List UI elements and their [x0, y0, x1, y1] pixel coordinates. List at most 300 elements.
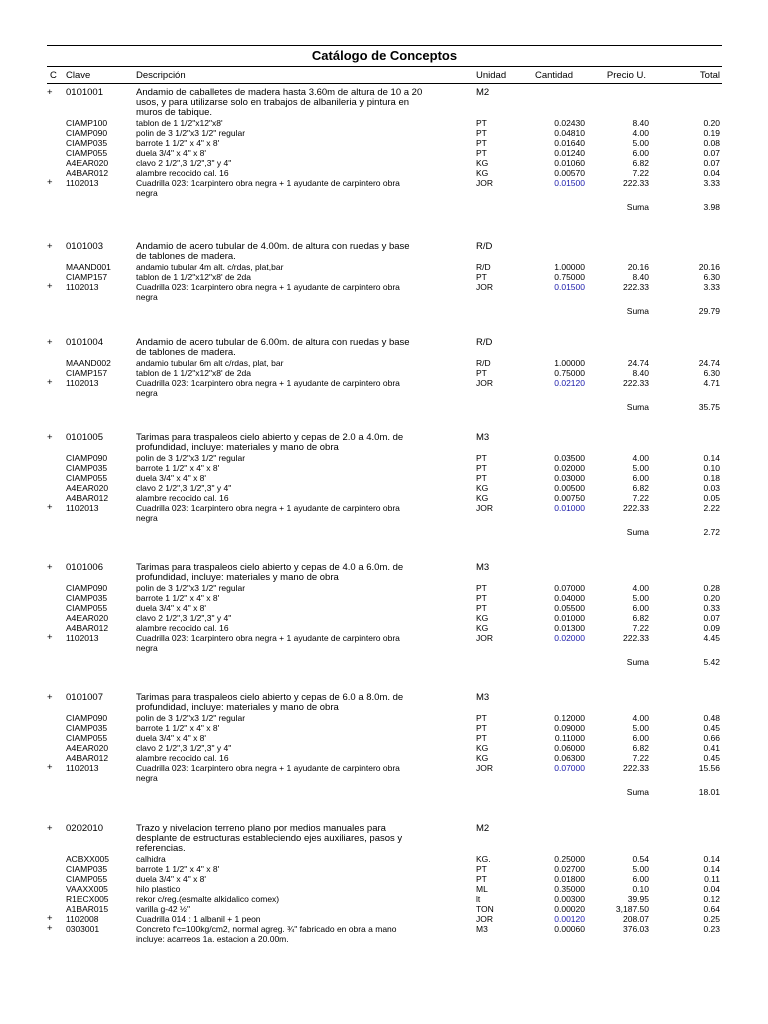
concept-description: de tablones de madera.	[136, 347, 236, 358]
component-row	[0, 874, 768, 884]
component-quantity: 0.11000	[554, 733, 585, 743]
component-quantity: 0.00060	[554, 924, 585, 934]
concept-unit: M3	[476, 692, 490, 703]
component-quantity: 0.04810	[554, 128, 585, 138]
component-total: 0.04	[703, 884, 720, 894]
component-row	[0, 633, 768, 643]
component-description: tablon de 1 1/2"x12"x8' de 2da	[136, 368, 251, 378]
component-price: 222.33	[623, 378, 649, 388]
component-price: 5.00	[632, 138, 649, 148]
component-code: 1102013	[66, 503, 99, 513]
component-quantity: 0.01640	[554, 138, 585, 148]
suma-label: Suma	[626, 402, 649, 412]
component-code: CIAMP035	[66, 463, 108, 473]
concept-unit: R/D	[476, 337, 493, 348]
component-price: 7.22	[632, 493, 649, 503]
concept-header-line	[0, 563, 768, 573]
component-row	[0, 763, 768, 773]
component-total: 0.12	[703, 894, 720, 904]
component-code: CIAMP035	[66, 138, 108, 148]
component-total: 0.33	[703, 603, 720, 613]
component-row	[0, 623, 768, 633]
component-price: 0.54	[632, 854, 649, 864]
concept-header-line	[0, 844, 768, 854]
component-code: CIAMP055	[66, 473, 108, 483]
component-price: 4.00	[632, 128, 649, 138]
component-quantity: 0.00300	[554, 894, 585, 904]
component-prefix: +	[47, 762, 53, 773]
component-row	[0, 904, 768, 914]
component-unit: PT	[476, 128, 487, 138]
component-quantity: 0.01800	[554, 874, 585, 884]
component-quantity: 0.01060	[554, 158, 585, 168]
component-total: 3.33	[703, 282, 720, 292]
concept-prefix: +	[47, 241, 53, 252]
component-unit: JOR	[476, 763, 493, 773]
component-quantity: 0.01300	[554, 623, 585, 633]
component-price: 6.00	[632, 603, 649, 613]
concept-prefix: +	[47, 87, 53, 98]
col-header-total: Total	[699, 70, 720, 81]
component-row	[0, 713, 768, 723]
component-description: barrote 1 1/2" x 4" x 8'	[136, 138, 220, 148]
component-unit: PT	[476, 583, 487, 593]
concept-header-line	[0, 252, 768, 262]
component-price: 4.00	[632, 453, 649, 463]
component-total: 0.14	[703, 864, 720, 874]
component-code: CIAMP035	[66, 864, 108, 874]
component-unit: KG	[476, 168, 489, 178]
component-quantity: 0.03000	[554, 473, 585, 483]
concept-description: Andamio de acero tubular de 6.00m. de altura con ruedas y base	[136, 337, 410, 348]
component-code: CIAMP090	[66, 128, 108, 138]
component-description: negra	[136, 292, 158, 302]
component-price: 7.22	[632, 168, 649, 178]
concept-code: 0101004	[66, 337, 103, 348]
component-unit: JOR	[476, 503, 493, 513]
component-total: 4.45	[703, 633, 720, 643]
component-price: 222.33	[623, 503, 649, 513]
concept-prefix: +	[47, 562, 53, 573]
component-total: 0.20	[703, 118, 720, 128]
suma-label: Suma	[626, 787, 649, 797]
component-description: alambre recocido cal. 16	[136, 753, 229, 763]
component-quantity: 0.00750	[554, 493, 585, 503]
component-code: CIAMP090	[66, 713, 108, 723]
component-total: 0.23	[703, 924, 720, 934]
component-price: 7.22	[632, 753, 649, 763]
component-description: barrote 1 1/2" x 4" x 8'	[136, 463, 220, 473]
component-total: 0.45	[703, 753, 720, 763]
component-row	[0, 583, 768, 593]
component-quantity: 1.00000	[554, 262, 585, 272]
concept-header-line	[0, 108, 768, 118]
component-prefix: +	[47, 177, 53, 188]
concept-header-line	[0, 573, 768, 583]
component-unit: PT	[476, 368, 487, 378]
component-prefix: +	[47, 923, 53, 934]
component-description: negra	[136, 388, 158, 398]
component-total: 0.14	[703, 854, 720, 864]
component-total: 0.20	[703, 593, 720, 603]
component-quantity: 0.00570	[554, 168, 585, 178]
component-code: A4BAR012	[66, 493, 109, 503]
concept-code: 0202010	[66, 823, 103, 834]
concept-unit: R/D	[476, 241, 493, 252]
component-total: 0.07	[703, 158, 720, 168]
component-row	[0, 733, 768, 743]
component-description: Cuadrilla 023: 1carpintero obra negra + 1 ayudante de carpintero obra	[136, 378, 400, 388]
component-row	[0, 483, 768, 493]
component-code: 1102008	[66, 914, 99, 924]
component-row	[0, 178, 768, 188]
concept-header-line	[0, 348, 768, 358]
concept-block-0101001	[0, 88, 768, 212]
concept-unit: M2	[476, 823, 490, 834]
component-unit: KG	[476, 493, 489, 503]
component-quantity: 0.06300	[554, 753, 585, 763]
component-prefix: +	[47, 632, 53, 643]
concept-unit: M3	[476, 562, 490, 573]
concept-prefix: +	[47, 823, 53, 834]
component-quantity: 0.12000	[554, 713, 585, 723]
component-unit: PT	[476, 723, 487, 733]
component-total: 3.33	[703, 178, 720, 188]
component-row	[0, 894, 768, 904]
component-row	[0, 884, 768, 894]
component-price: 8.40	[632, 272, 649, 282]
component-unit: R/D	[476, 358, 491, 368]
component-code: CIAMP090	[66, 583, 108, 593]
component-price: 4.00	[632, 583, 649, 593]
component-code: A4BAR012	[66, 168, 109, 178]
component-code: 1102013	[66, 378, 99, 388]
suma-label: Suma	[626, 306, 649, 316]
component-description: Concreto f'c=100kg/cm2, normal agreg. ¾" fabricado en obra a mano	[136, 924, 397, 934]
component-price: 6.00	[632, 473, 649, 483]
component-prefix: +	[47, 913, 53, 924]
component-unit: PT	[476, 473, 487, 483]
component-row	[0, 493, 768, 503]
component-total: 2.22	[703, 503, 720, 513]
suma-row	[0, 657, 768, 667]
component-unit: PT	[476, 713, 487, 723]
component-price: 6.82	[632, 613, 649, 623]
concept-unit: M2	[476, 87, 490, 98]
concept-description: Tarimas para traspaleos cielo abierto y cepas de 4.0 a 6.0m. de	[136, 562, 404, 573]
component-description: Cuadrilla 014 : 1 albanil + 1 peon	[136, 914, 261, 924]
component-unit: PT	[476, 463, 487, 473]
concept-description: Andamio de acero tubular de 4.00m. de altura con ruedas y base	[136, 241, 410, 252]
component-row	[0, 378, 768, 388]
component-description: tablon de 1 1/2"x12"x8' de 2da	[136, 272, 251, 282]
component-row	[0, 453, 768, 463]
component-code: 1102013	[66, 763, 99, 773]
component-row	[0, 138, 768, 148]
component-description: clavo 2 1/2",3 1/2",3" y 4"	[136, 613, 232, 623]
component-price: 7.22	[632, 623, 649, 633]
component-price: 5.00	[632, 723, 649, 733]
component-description: Cuadrilla 023: 1carpintero obra negra + 1 ayudante de carpintero obra	[136, 503, 400, 513]
concept-prefix: +	[47, 337, 53, 348]
component-price: 39.95	[627, 894, 649, 904]
component-quantity: 0.00120	[554, 914, 585, 924]
component-quantity: 0.25000	[554, 854, 585, 864]
concept-description: Trazo y nivelacion terreno plano por medios manuales para	[136, 823, 386, 834]
component-description: Cuadrilla 023: 1carpintero obra negra + 1 ayudante de carpintero obra	[136, 282, 400, 292]
component-code: 0303001	[66, 924, 100, 934]
suma-value: 35.75	[698, 402, 720, 412]
component-total: 0.03	[703, 483, 720, 493]
component-description: barrote 1 1/2" x 4" x 8'	[136, 723, 220, 733]
component-unit: JOR	[476, 633, 493, 643]
component-code: A4EAR020	[66, 743, 109, 753]
component-total: 0.11	[704, 874, 720, 884]
component-unit: KG	[476, 483, 489, 493]
component-total: 0.64	[703, 904, 720, 914]
component-description: alambre recocido cal. 16	[136, 168, 229, 178]
component-price: 222.33	[623, 282, 649, 292]
concept-header-line	[0, 834, 768, 844]
component-row	[0, 168, 768, 178]
concept-description: referencias.	[136, 843, 186, 854]
component-price: 222.33	[623, 178, 649, 188]
concept-header-line	[0, 433, 768, 443]
suma-value: 5.42	[703, 657, 720, 667]
concept-header-line	[0, 693, 768, 703]
component-description: negra	[136, 513, 158, 523]
suma-value: 3.98	[703, 202, 720, 212]
suma-label: Suma	[626, 202, 649, 212]
component-code: MAAND002	[66, 358, 111, 368]
component-unit: PT	[476, 603, 487, 613]
concept-description: de tablones de madera.	[136, 251, 236, 262]
component-row	[0, 643, 768, 653]
component-row	[0, 148, 768, 158]
component-price: 222.33	[623, 633, 649, 643]
component-unit: PT	[476, 593, 487, 603]
component-price: 20.16	[627, 262, 649, 272]
component-quantity: 0.75000	[554, 272, 585, 282]
component-row	[0, 593, 768, 603]
component-quantity: 0.00020	[554, 904, 585, 914]
component-description: calhidra	[136, 854, 166, 864]
component-description: Cuadrilla 023: 1carpintero obra negra + 1 ayudante de carpintero obra	[136, 633, 400, 643]
component-unit: KG	[476, 743, 489, 753]
component-total: 0.45	[703, 723, 720, 733]
component-quantity: 0.75000	[554, 368, 585, 378]
component-description: barrote 1 1/2" x 4" x 8'	[136, 593, 220, 603]
suma-row	[0, 306, 768, 316]
component-code: ACBXX005	[66, 854, 109, 864]
component-description: andamio tubular 6m alt c/rdas, plat, bar	[136, 358, 284, 368]
component-unit: PT	[476, 118, 487, 128]
component-unit: TON	[476, 904, 494, 914]
component-total: 0.04	[703, 168, 720, 178]
component-row	[0, 513, 768, 523]
component-price: 8.40	[632, 118, 649, 128]
component-row	[0, 723, 768, 733]
component-code: CIAMP090	[66, 453, 108, 463]
component-total: 24.74	[698, 358, 720, 368]
component-description: polin de 3 1/2"x3 1/2" regular	[136, 128, 246, 138]
component-description: Cuadrilla 023: 1carpintero obra negra + 1 ayudante de carpintero obra	[136, 763, 400, 773]
concept-code: 0101005	[66, 432, 103, 443]
concept-description: Tarimas para traspaleos cielo abierto y cepas de 6.0 a 8.0m. de	[136, 692, 404, 703]
component-code: CIAMP157	[66, 272, 108, 282]
component-quantity: 0.04000	[554, 593, 585, 603]
component-total: 0.48	[703, 713, 720, 723]
component-unit: KG	[476, 623, 489, 633]
concept-header-line	[0, 242, 768, 252]
component-total: 0.28	[703, 583, 720, 593]
component-description: barrote 1 1/2" x 4" x 8'	[136, 864, 220, 874]
component-quantity: 0.01000	[554, 613, 585, 623]
component-code: CIAMP055	[66, 874, 108, 884]
component-description: incluye: acarreos 1a. estacion a 20.00m.	[136, 934, 289, 944]
component-price: 24.74	[627, 358, 649, 368]
component-unit: M3	[476, 924, 488, 934]
component-quantity: 0.07000	[554, 583, 585, 593]
top-rule	[47, 45, 722, 46]
component-price: 0.10	[632, 884, 649, 894]
component-unit: KG.	[476, 854, 491, 864]
component-unit: PT	[476, 148, 487, 158]
component-row	[0, 158, 768, 168]
concept-unit: M3	[476, 432, 490, 443]
concept-description: Tarimas para traspaleos cielo abierto y cepas de 2.0 a 4.0m. de	[136, 432, 404, 443]
component-unit: PT	[476, 874, 487, 884]
component-unit: lt	[476, 894, 481, 904]
concept-block-0202010	[0, 824, 768, 944]
col-header-cantidad: Cantidad	[534, 70, 573, 81]
component-row	[0, 128, 768, 138]
component-price: 5.00	[632, 593, 649, 603]
component-price: 5.00	[632, 864, 649, 874]
concept-description: profundidad, incluye: materiales y mano de obra	[136, 572, 339, 583]
component-price: 8.40	[632, 368, 649, 378]
concept-prefix: +	[47, 692, 53, 703]
component-total: 0.41	[703, 743, 720, 753]
concept-block-0101003	[0, 242, 768, 316]
component-total: 0.07	[703, 148, 720, 158]
col-header-c: C	[50, 70, 57, 81]
suma-label: Suma	[626, 527, 649, 537]
component-row	[0, 282, 768, 292]
component-price: 208.07	[623, 914, 649, 924]
suma-value: 29.79	[698, 306, 720, 316]
component-quantity: 0.03500	[554, 453, 585, 463]
component-price: 4.00	[632, 713, 649, 723]
page-title: Catálogo de Conceptos	[311, 48, 458, 63]
component-code: VAAXX005	[66, 884, 108, 894]
component-prefix: +	[47, 502, 53, 513]
component-description: clavo 2 1/2",3 1/2",3" y 4"	[136, 483, 232, 493]
concept-block-0101007	[0, 693, 768, 797]
component-row	[0, 292, 768, 302]
concept-description: usos, y para utilizarse solo en trabajos de albanileria y pintura en	[136, 97, 410, 108]
component-unit: JOR	[476, 178, 493, 188]
component-row	[0, 934, 768, 944]
component-quantity: 0.00500	[554, 483, 585, 493]
component-price: 376.03	[623, 924, 649, 934]
suma-row	[0, 787, 768, 797]
component-total: 0.07	[703, 613, 720, 623]
component-prefix: +	[47, 377, 53, 388]
component-unit: JOR	[476, 378, 493, 388]
component-description: negra	[136, 643, 158, 653]
concept-block-0101004	[0, 338, 768, 412]
concept-code: 0101001	[66, 87, 103, 98]
component-description: andamio tubular 4m alt. c/rdas, plat,bar	[136, 262, 284, 272]
component-unit: KG	[476, 158, 489, 168]
component-description: polin de 3 1/2"x3 1/2" regular	[136, 713, 246, 723]
component-description: duela 3/4" x 4" x 8'	[136, 473, 207, 483]
component-code: CIAMP035	[66, 723, 108, 733]
component-unit: KG	[476, 753, 489, 763]
concept-code: 0101007	[66, 692, 103, 703]
component-row	[0, 864, 768, 874]
component-unit: R/D	[476, 262, 491, 272]
component-row	[0, 118, 768, 128]
component-code: CIAMP055	[66, 733, 108, 743]
component-unit: PT	[476, 453, 487, 463]
component-unit: PT	[476, 733, 487, 743]
suma-row	[0, 202, 768, 212]
component-row	[0, 473, 768, 483]
component-description: tablon de 1 1/2"x12"x8'	[136, 118, 223, 128]
component-row	[0, 854, 768, 864]
component-unit: PT	[476, 138, 487, 148]
component-unit: PT	[476, 864, 487, 874]
component-description: negra	[136, 773, 158, 783]
suma-value: 2.72	[703, 527, 720, 537]
component-unit: JOR	[476, 914, 493, 924]
concept-description: desplante de estructuras estableciendo ejes auxiliares, pasos y	[136, 833, 403, 844]
component-quantity: 0.02120	[554, 378, 585, 388]
component-quantity: 0.02430	[554, 118, 585, 128]
component-unit: PT	[476, 272, 487, 282]
component-price: 6.82	[632, 483, 649, 493]
component-code: CIAMP100	[66, 118, 108, 128]
component-total: 0.19	[703, 128, 720, 138]
title-rule	[47, 66, 722, 67]
component-unit: KG	[476, 613, 489, 623]
component-price: 6.00	[632, 148, 649, 158]
suma-row	[0, 402, 768, 412]
component-row	[0, 914, 768, 924]
concept-description: muros de tabique.	[136, 107, 213, 118]
component-code: A4BAR012	[66, 623, 109, 633]
component-row	[0, 358, 768, 368]
component-quantity: 1.00000	[554, 358, 585, 368]
suma-row	[0, 527, 768, 537]
concept-header-line	[0, 98, 768, 108]
component-description: duela 3/4" x 4" x 8'	[136, 733, 207, 743]
component-row	[0, 753, 768, 763]
component-code: MAAND001	[66, 262, 111, 272]
component-total: 0.05	[703, 493, 720, 503]
component-description: rekor c/reg.(esmalte alkidalico comex)	[136, 894, 280, 904]
concept-code: 0101003	[66, 241, 103, 252]
suma-label: Suma	[626, 657, 649, 667]
component-row	[0, 743, 768, 753]
component-total: 0.18	[703, 473, 720, 483]
component-row	[0, 603, 768, 613]
component-description: varilla g-42 ½"	[136, 904, 191, 914]
header-rule	[47, 83, 722, 84]
concept-block-0101005	[0, 433, 768, 537]
